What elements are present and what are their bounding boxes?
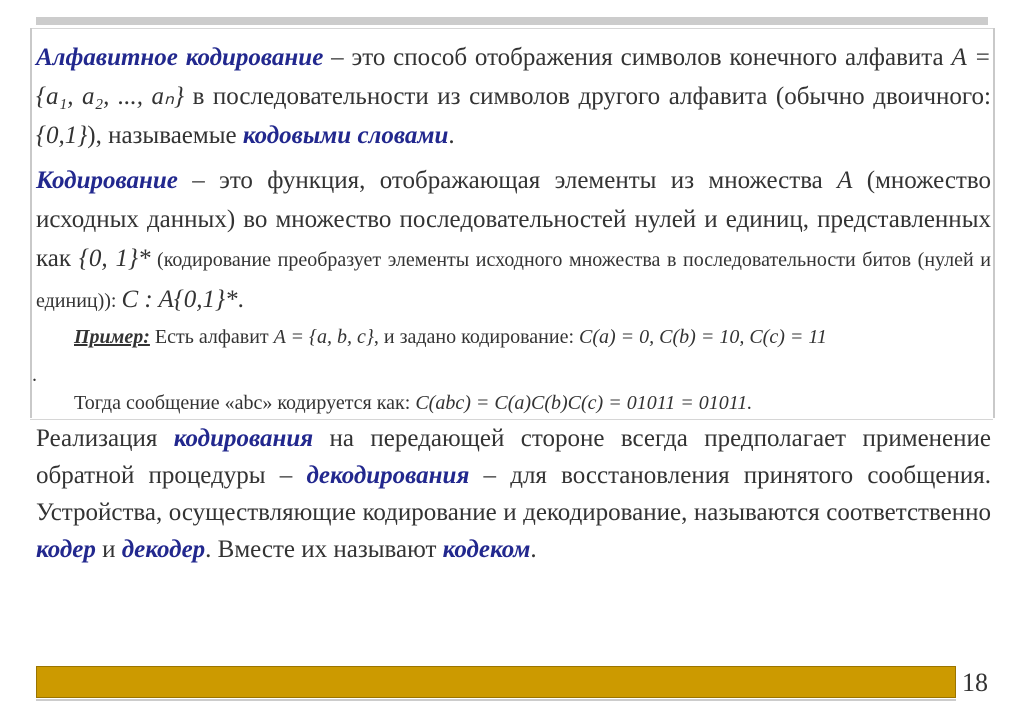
term-code-words: кодовыми словами bbox=[242, 122, 449, 149]
text: . Вместе их называют bbox=[205, 536, 443, 563]
text: Есть алфавит bbox=[149, 326, 274, 348]
formula-example-codes: C(a) = 0, C(b) = 10, C(c) = 11 bbox=[579, 326, 827, 348]
term-decoding: декодирования bbox=[306, 462, 470, 489]
paragraph-codec bbox=[36, 420, 991, 568]
footer-bar bbox=[36, 666, 956, 698]
text: Тогда сообщение «abc» кодируется как: bbox=[74, 392, 416, 414]
formula-alphabet: A = {a₁, a₂, ..., aₙ} bbox=[36, 44, 992, 110]
text: – это способ отображения символов конечного алфавита bbox=[323, 44, 952, 71]
paragraph-example bbox=[74, 321, 994, 353]
text: – это функция, отображающая элементы из множества bbox=[177, 167, 838, 194]
frame-right-border bbox=[993, 28, 995, 418]
text: и bbox=[95, 536, 122, 563]
text: , и задано кодирование: bbox=[373, 326, 580, 348]
paragraph-alphabetic-coding bbox=[36, 38, 991, 155]
text: в последовательности из символов другого алфавита (обычно двоичного: bbox=[184, 83, 991, 110]
formula-binary: {0,1} bbox=[36, 122, 88, 149]
text: – для восстановления принятого сообщения. Устройства, осуществляющие кодирование и декодирование, называются соответственно bbox=[36, 462, 991, 526]
text: . bbox=[237, 286, 244, 313]
paragraph-coding-definition bbox=[36, 161, 991, 321]
text: . bbox=[448, 122, 455, 149]
page-number: 18 bbox=[962, 668, 988, 697]
term-alphabetic-coding: Алфавитное кодирование bbox=[36, 44, 324, 71]
set-a: A bbox=[837, 167, 853, 194]
example-label: Пример: bbox=[74, 326, 150, 348]
term-coding: Кодирование bbox=[36, 167, 178, 194]
text: . bbox=[530, 536, 537, 563]
term-encoder: кодер bbox=[36, 536, 96, 563]
text: на передающей стороне всегда предполагает применение обратной процедуры – bbox=[36, 425, 991, 489]
text: (множество исходных данных) во множество последовательностей нулей и единиц, представленных как bbox=[36, 167, 991, 272]
formula-message: C(abc) = C(a)C(b)C(c) = 01011 = 01011. bbox=[415, 392, 753, 414]
text: Реализация bbox=[36, 425, 174, 452]
text: (кодирование преобразует элементы исходного множества в последовательности битов (нулей и единиц)): bbox=[36, 249, 991, 312]
footer-line bbox=[36, 699, 956, 701]
text: ), называемые bbox=[87, 122, 243, 149]
top-decor-bar bbox=[36, 17, 988, 25]
term-codec: кодеком bbox=[442, 536, 531, 563]
formula-example-alphabet: A = {a, b, c} bbox=[273, 326, 374, 348]
paragraph-message bbox=[74, 388, 994, 418]
term-encoding: кодирования bbox=[173, 425, 314, 452]
formula-binary-star: {0, 1}* bbox=[78, 245, 151, 272]
term-decoder: декодер bbox=[121, 536, 206, 563]
stray-dot: . bbox=[32, 364, 37, 386]
formula-mapping: C : A{0,1}* bbox=[121, 286, 238, 313]
